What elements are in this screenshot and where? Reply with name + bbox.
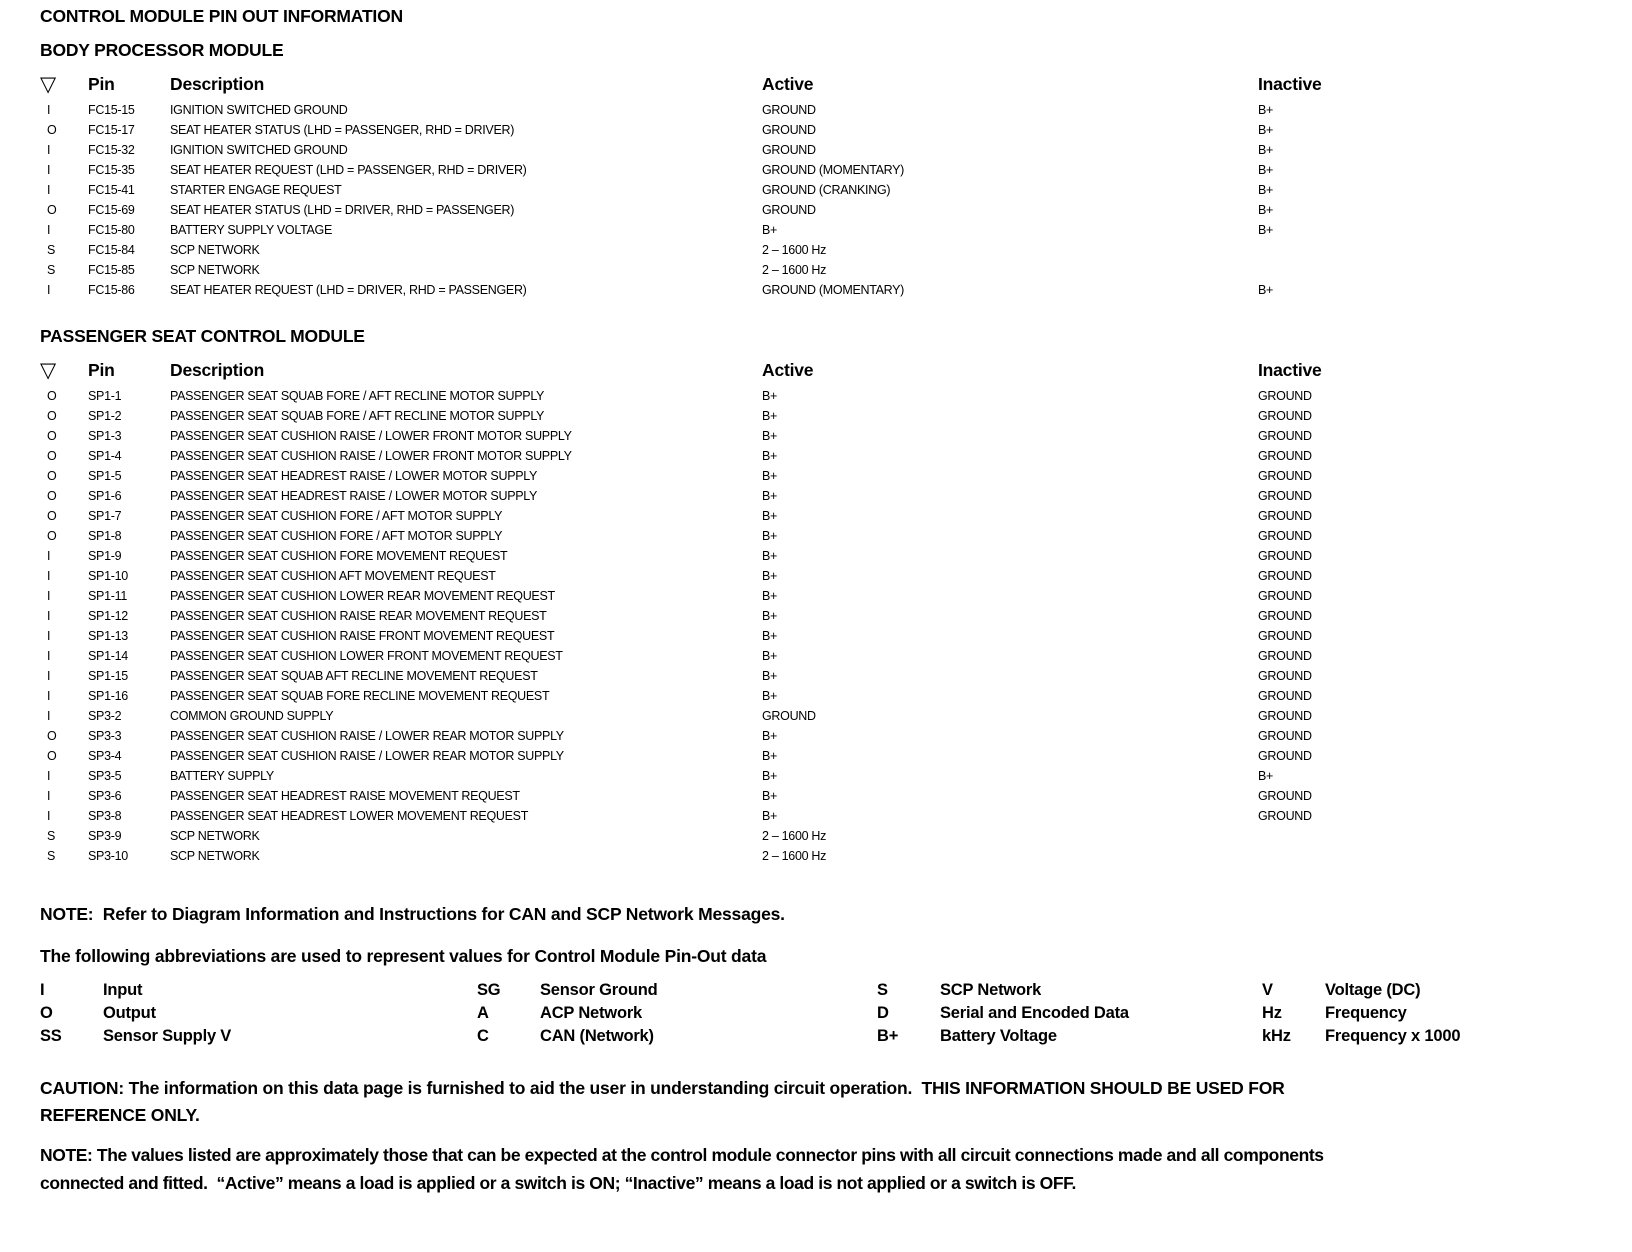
table-row (40, 426, 1592, 446)
abbreviation-code: C (477, 1027, 489, 1045)
values-note (40, 1141, 1592, 1197)
table-row (40, 406, 1592, 426)
abbreviation-label: Input (103, 981, 143, 999)
pin-id: SP3-8 (88, 809, 122, 823)
pin-description: PASSENGER SEAT HEADREST RAISE MOVEMENT REQUEST (170, 789, 520, 803)
pin-id: SP1-7 (88, 509, 122, 523)
pin-id: SP1-10 (88, 569, 128, 583)
table-row (40, 280, 1592, 300)
pin-description: SEAT HEATER REQUEST (LHD = DRIVER, RHD = PASSENGER) (170, 283, 527, 297)
pin-type: O (47, 729, 57, 743)
table-row (40, 260, 1592, 280)
abbreviation-code: A (477, 1004, 489, 1022)
pin-type: I (47, 103, 51, 117)
inactive-value: B+ (1258, 283, 1274, 297)
table-row (40, 466, 1592, 486)
active-value: B+ (762, 749, 778, 763)
pin-type: O (47, 389, 57, 403)
active-value: GROUND (762, 123, 816, 137)
inactive-value: GROUND (1258, 709, 1312, 723)
pin-id: SP1-4 (88, 449, 122, 463)
abbreviation-code: kHz (1262, 1027, 1291, 1045)
table-header-passenger-seat (40, 351, 1592, 381)
pin-description: SCP NETWORK (170, 263, 260, 277)
abbreviation-label: Voltage (DC) (1325, 981, 1421, 999)
pin-id: FC15-69 (88, 203, 135, 217)
inactive-value: GROUND (1258, 749, 1312, 763)
table-row (40, 626, 1592, 646)
active-value: B+ (762, 449, 778, 463)
active-value: GROUND (762, 709, 816, 723)
table-row (40, 486, 1592, 506)
pin-type: I (47, 549, 51, 563)
inactive-value: GROUND (1258, 489, 1312, 503)
pin-id: SP1-2 (88, 409, 122, 423)
table-row (40, 646, 1592, 666)
pin-description: PASSENGER SEAT CUSHION RAISE / LOWER REAR MOTOR SUPPLY (170, 749, 564, 763)
abbreviation-item (1262, 1004, 1592, 1023)
pin-description: SCP NETWORK (170, 243, 260, 257)
active-value: B+ (762, 389, 778, 403)
inactive-value: B+ (1258, 103, 1274, 117)
pin-type: S (47, 849, 56, 863)
pin-description: PASSENGER SEAT HEADREST LOWER MOVEMENT REQUEST (170, 809, 529, 823)
pin-type: O (47, 409, 57, 423)
abbreviation-item (877, 1004, 1262, 1023)
active-value: B+ (762, 789, 778, 803)
inactive-value: B+ (1258, 123, 1274, 137)
active-value: GROUND (MOMENTARY) (762, 283, 905, 297)
abbreviation-label: Sensor Ground (540, 981, 658, 999)
table-row (40, 586, 1592, 606)
pin-description: SCP NETWORK (170, 829, 260, 843)
table-row (40, 786, 1592, 806)
pin-type: O (47, 509, 57, 523)
inactive-value: GROUND (1258, 629, 1312, 643)
pin-id: FC15-35 (88, 163, 135, 177)
table-row (40, 806, 1592, 826)
values-note-line: NOTE: The values listed are approximately those that can be expected at the control module connector pins with all circuit connections made and all components (40, 1145, 1324, 1165)
pin-description: IGNITION SWITCHED GROUND (170, 143, 348, 157)
active-value: 2 – 1600 Hz (762, 263, 827, 277)
pin-type: O (47, 449, 57, 463)
pin-description: PASSENGER SEAT CUSHION FORE / AFT MOTOR SUPPLY (170, 509, 503, 523)
inactive-value: GROUND (1258, 409, 1312, 423)
active-value: B+ (762, 609, 778, 623)
pin-id: FC15-41 (88, 183, 135, 197)
pin-type: O (47, 203, 57, 217)
table-row (40, 746, 1592, 766)
table-row (40, 180, 1592, 200)
pin-id: SP1-16 (88, 689, 128, 703)
active-value: B+ (762, 729, 778, 743)
pin-id: SP1-11 (88, 589, 127, 603)
pin-id: SP1-13 (88, 629, 128, 643)
table-row (40, 240, 1592, 260)
pin-description: PASSENGER SEAT CUSHION LOWER REAR MOVEMENT REQUEST (170, 589, 555, 603)
pin-type: S (47, 829, 56, 843)
active-value: B+ (762, 669, 778, 683)
pin-type: O (47, 429, 57, 443)
abbreviation-code: V (1262, 981, 1273, 999)
inactive-value: GROUND (1258, 429, 1312, 443)
table-row (40, 566, 1592, 586)
abbreviation-item (40, 981, 477, 1000)
table-row (40, 140, 1592, 160)
active-value: 2 – 1600 Hz (762, 243, 827, 257)
pin-id: SP3-2 (88, 709, 122, 723)
active-value: B+ (762, 629, 778, 643)
pin-type: I (47, 649, 51, 663)
pin-description: PASSENGER SEAT CUSHION LOWER FRONT MOVEMENT REQUEST (170, 649, 563, 663)
active-value: B+ (762, 769, 778, 783)
active-value: B+ (762, 409, 778, 423)
pin-description: PASSENGER SEAT HEADREST RAISE / LOWER MOTOR SUPPLY (170, 469, 538, 483)
abbreviation-code: S (877, 981, 888, 999)
pin-description: BATTERY SUPPLY VOLTAGE (170, 223, 332, 237)
pin-type: I (47, 809, 51, 823)
pin-description: IGNITION SWITCHED GROUND (170, 103, 348, 117)
abbreviation-label: SCP Network (940, 981, 1042, 999)
abbreviation-label: Serial and Encoded Data (940, 1004, 1129, 1022)
pin-description: PASSENGER SEAT CUSHION FORE / AFT MOTOR SUPPLY (170, 529, 503, 543)
column-header-pin: Pin (88, 360, 115, 380)
pin-description: SEAT HEATER STATUS (LHD = PASSENGER, RHD = DRIVER) (170, 123, 515, 137)
section-title-passenger-seat-control-module: PASSENGER SEAT CONTROL MODULE (40, 326, 365, 346)
table-header-body-processor (40, 65, 1592, 95)
pin-description: COMMON GROUND SUPPLY (170, 709, 334, 723)
inactive-value: GROUND (1258, 689, 1312, 703)
pin-id: SP3-3 (88, 729, 122, 743)
pin-type: O (47, 529, 57, 543)
inactive-value: GROUND (1258, 609, 1312, 623)
abbreviation-code: O (40, 1004, 53, 1022)
pin-id: FC15-80 (88, 223, 135, 237)
table-row (40, 846, 1592, 866)
inactive-value: B+ (1258, 223, 1274, 237)
inactive-value: GROUND (1258, 729, 1312, 743)
pin-id: SP1-12 (88, 609, 128, 623)
abbreviation-label: Battery Voltage (940, 1027, 1057, 1045)
pin-id: FC15-15 (88, 103, 135, 117)
abbreviation-label: Frequency (1325, 1004, 1407, 1022)
pin-type: I (47, 789, 51, 803)
table-row (40, 220, 1592, 240)
pin-description: PASSENGER SEAT CUSHION AFT MOVEMENT REQUEST (170, 569, 496, 583)
pin-description: PASSENGER SEAT CUSHION RAISE FRONT MOVEMENT REQUEST (170, 629, 555, 643)
table-passenger-seat (40, 386, 1592, 866)
active-value: B+ (762, 529, 778, 543)
abbreviation-code: B+ (877, 1027, 899, 1045)
abbreviation-item (477, 981, 877, 1000)
inactive-value: GROUND (1258, 589, 1312, 603)
abbreviation-code: SS (40, 1027, 62, 1045)
pin-description: PASSENGER SEAT HEADREST RAISE / LOWER MOTOR SUPPLY (170, 489, 538, 503)
abbreviation-code: I (40, 981, 45, 999)
inactive-value: B+ (1258, 203, 1274, 217)
table-row (40, 200, 1592, 220)
abbreviations-legend (40, 979, 1592, 1048)
triangle-down-icon: ▽ (40, 73, 57, 96)
pin-type: I (47, 283, 51, 297)
table-row (40, 546, 1592, 566)
column-header-active: Active (762, 74, 814, 94)
pin-id: SP3-5 (88, 769, 122, 783)
inactive-value: B+ (1258, 769, 1274, 783)
pin-id: SP3-10 (88, 849, 128, 863)
table-row (40, 826, 1592, 846)
table-row (40, 446, 1592, 466)
active-value: GROUND (762, 143, 816, 157)
active-value: B+ (762, 469, 778, 483)
section-title-body-processor-module: BODY PROCESSOR MODULE (40, 40, 284, 60)
active-value: 2 – 1600 Hz (762, 829, 827, 843)
active-value: GROUND (762, 103, 816, 117)
pin-id: SP3-4 (88, 749, 122, 763)
pin-id: SP1-14 (88, 649, 128, 663)
table-body-processor (40, 100, 1592, 300)
pin-type: I (47, 163, 51, 177)
pin-description: PASSENGER SEAT CUSHION RAISE / LOWER FRONT MOTOR SUPPLY (170, 429, 572, 443)
active-value: GROUND (MOMENTARY) (762, 163, 905, 177)
pin-type: S (47, 263, 56, 277)
pin-type: I (47, 223, 51, 237)
inactive-value: GROUND (1258, 669, 1312, 683)
pin-type: I (47, 609, 51, 623)
abbreviation-code: SG (477, 981, 501, 999)
inactive-value: GROUND (1258, 549, 1312, 563)
pin-description: PASSENGER SEAT CUSHION FORE MOVEMENT REQUEST (170, 549, 508, 563)
inactive-value: GROUND (1258, 529, 1312, 543)
active-value: B+ (762, 489, 778, 503)
pin-type: I (47, 669, 51, 683)
active-value: GROUND (762, 203, 816, 217)
active-value: B+ (762, 223, 778, 237)
pin-description: PASSENGER SEAT CUSHION RAISE / LOWER REAR MOTOR SUPPLY (170, 729, 564, 743)
column-header-pin: Pin (88, 74, 115, 94)
active-value: B+ (762, 649, 778, 663)
inactive-value: GROUND (1258, 649, 1312, 663)
abbreviation-label: Sensor Supply V (103, 1027, 232, 1045)
table-row (40, 726, 1592, 746)
pin-type: I (47, 689, 51, 703)
pin-type: I (47, 769, 51, 783)
active-value: B+ (762, 689, 778, 703)
caution-line: CAUTION: The information on this data page is furnished to aid the user in understanding circuit operation. THIS INFORMATION SHOULD BE USED FOR (40, 1078, 1285, 1098)
table-row (40, 706, 1592, 726)
pin-id: SP3-6 (88, 789, 122, 803)
column-header-active: Active (762, 360, 814, 380)
abbreviations-intro: The following abbreviations are used to represent values for Control Module Pin-Out data (40, 946, 767, 966)
active-value: B+ (762, 589, 778, 603)
pin-description: PASSENGER SEAT SQUAB AFT RECLINE MOVEMENT REQUEST (170, 669, 538, 683)
inactive-value: B+ (1258, 143, 1274, 157)
table-row (40, 120, 1592, 140)
pin-type: I (47, 589, 51, 603)
table-row (40, 386, 1592, 406)
pin-description: PASSENGER SEAT SQUAB FORE RECLINE MOVEMENT REQUEST (170, 689, 550, 703)
inactive-value: GROUND (1258, 509, 1312, 523)
abbreviation-item (477, 1004, 877, 1023)
inactive-value: GROUND (1258, 789, 1312, 803)
active-value: B+ (762, 429, 778, 443)
pin-id: FC15-84 (88, 243, 135, 257)
abbreviation-label: Frequency x 1000 (1325, 1027, 1461, 1045)
inactive-value: GROUND (1258, 569, 1312, 583)
pin-description: PASSENGER SEAT SQUAB FORE / AFT RECLINE MOTOR SUPPLY (170, 389, 545, 403)
abbreviation-label: ACP Network (540, 1004, 643, 1022)
table-row (40, 686, 1592, 706)
inactive-value: GROUND (1258, 389, 1312, 403)
pin-description: PASSENGER SEAT CUSHION RAISE REAR MOVEMENT REQUEST (170, 609, 547, 623)
abbreviation-item (40, 1004, 477, 1023)
caution-line: REFERENCE ONLY. (40, 1105, 200, 1125)
pin-description: SEAT HEATER REQUEST (LHD = PASSENGER, RHD = DRIVER) (170, 163, 527, 177)
abbreviation-label: Output (103, 1004, 156, 1022)
pin-description: STARTER ENGAGE REQUEST (170, 183, 342, 197)
pin-id: SP1-9 (88, 549, 122, 563)
abbreviation-item (40, 1027, 477, 1046)
pin-type: O (47, 123, 57, 137)
pin-id: SP1-6 (88, 489, 122, 503)
column-header-inactive: Inactive (1258, 74, 1322, 94)
abbreviation-item (1262, 981, 1592, 1000)
values-note-line: connected and fitted. “Active” means a load is applied or a switch is ON; “Inactive” means a load is not applied or a switch is OFF. (40, 1173, 1076, 1193)
pin-id: SP1-5 (88, 469, 122, 483)
abbreviation-code: D (877, 1004, 889, 1022)
abbreviation-item (877, 981, 1262, 1000)
inactive-value: B+ (1258, 163, 1274, 177)
inactive-value: GROUND (1258, 449, 1312, 463)
active-value: B+ (762, 509, 778, 523)
network-note: NOTE: Refer to Diagram Information and Instructions for CAN and SCP Network Messages. (40, 904, 785, 924)
pin-type: I (47, 183, 51, 197)
active-value: GROUND (CRANKING) (762, 183, 891, 197)
column-header-description: Description (170, 360, 265, 380)
abbreviation-item (1262, 1027, 1592, 1046)
inactive-value: GROUND (1258, 809, 1312, 823)
pin-id: FC15-17 (88, 123, 135, 137)
table-row (40, 160, 1592, 180)
pin-type: S (47, 243, 56, 257)
pin-id: FC15-86 (88, 283, 135, 297)
pin-description: SCP NETWORK (170, 849, 260, 863)
pin-id: FC15-85 (88, 263, 135, 277)
page-title: CONTROL MODULE PIN OUT INFORMATION (40, 6, 403, 26)
abbreviation-code: Hz (1262, 1004, 1282, 1022)
active-value: B+ (762, 809, 778, 823)
pin-type: O (47, 469, 57, 483)
active-value: B+ (762, 549, 778, 563)
pin-type: O (47, 749, 57, 763)
inactive-value: B+ (1258, 183, 1274, 197)
table-row (40, 666, 1592, 686)
table-row (40, 766, 1592, 786)
table-row (40, 506, 1592, 526)
triangle-down-icon: ▽ (40, 359, 57, 382)
column-header-description: Description (170, 74, 265, 94)
active-value: B+ (762, 569, 778, 583)
abbreviation-item (877, 1027, 1262, 1046)
pin-id: SP1-15 (88, 669, 128, 683)
inactive-value: GROUND (1258, 469, 1312, 483)
pin-type: O (47, 489, 57, 503)
column-header-inactive: Inactive (1258, 360, 1322, 380)
table-row (40, 606, 1592, 626)
pin-description: PASSENGER SEAT SQUAB FORE / AFT RECLINE MOTOR SUPPLY (170, 409, 545, 423)
caution-note (40, 1075, 1592, 1129)
pin-description: SEAT HEATER STATUS (LHD = DRIVER, RHD = PASSENGER) (170, 203, 515, 217)
pin-id: SP1-3 (88, 429, 122, 443)
pin-type: I (47, 629, 51, 643)
abbreviation-item (477, 1027, 877, 1046)
pin-id: SP1-1 (88, 389, 122, 403)
pin-id: SP1-8 (88, 529, 122, 543)
pin-id: SP3-9 (88, 829, 122, 843)
pin-description: PASSENGER SEAT CUSHION RAISE / LOWER FRONT MOTOR SUPPLY (170, 449, 572, 463)
pin-type: I (47, 709, 51, 723)
pin-id: FC15-32 (88, 143, 135, 157)
active-value: 2 – 1600 Hz (762, 849, 827, 863)
pin-type: I (47, 569, 51, 583)
table-row (40, 526, 1592, 546)
pin-type: I (47, 143, 51, 157)
pin-description: BATTERY SUPPLY (170, 769, 274, 783)
table-row (40, 100, 1592, 120)
abbreviation-label: CAN (Network) (540, 1027, 654, 1045)
